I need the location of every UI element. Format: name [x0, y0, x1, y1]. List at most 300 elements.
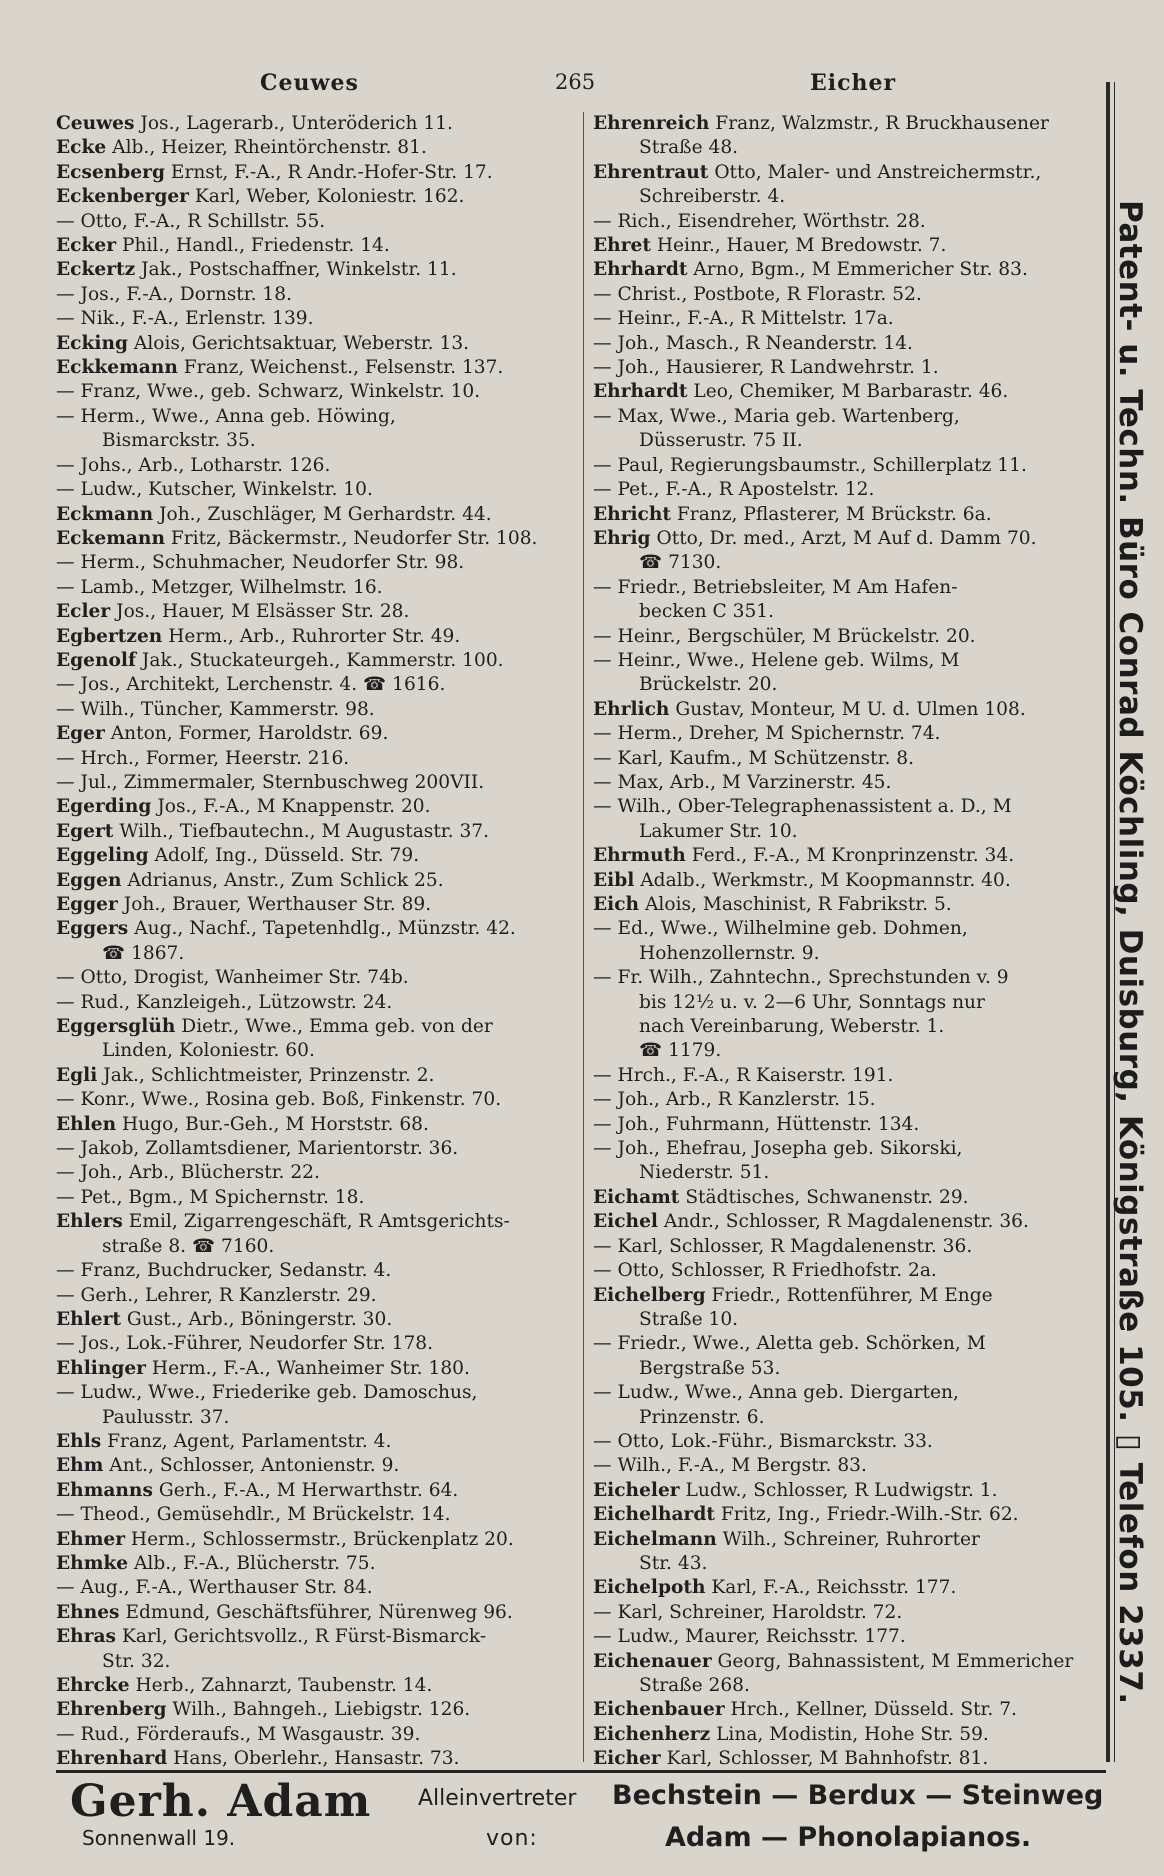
- entry-details: Straße 10.: [639, 1308, 739, 1330]
- entry-details: Alois, Gerichtsaktuar, Weberstr. 13.: [133, 332, 470, 354]
- entry-details: — Johs., Arb., Lotharstr. 126.: [56, 454, 331, 476]
- entry-surname: Eichelmann: [593, 1528, 717, 1550]
- directory-entry: [593, 1186, 1098, 1210]
- directory-entry: [56, 1552, 576, 1576]
- entry-surname: Ehrcke: [56, 1675, 130, 1696]
- entry-details: Bismarckstr. 35.: [102, 430, 256, 452]
- entry-details: Dietr., Wwe., Emma geb. von der: [181, 1016, 493, 1038]
- entry-details: Karl, Schlosser, M Bahnhofstr. 81.: [666, 1748, 989, 1770]
- entry-details: Linden, Koloniestr. 60.: [102, 1040, 315, 1062]
- entry-surname: Eichelhardt: [593, 1504, 715, 1526]
- entry-surname: Egert: [56, 820, 114, 842]
- directory-entry: [593, 917, 1098, 941]
- entry-surname: Ecler: [56, 601, 111, 623]
- directory-entry: [593, 1259, 1098, 1283]
- entry-details: Städtisches, Schwanenstr. 29.: [685, 1186, 969, 1208]
- entry-details: Franz, Agent, Parlamentstr. 4.: [107, 1430, 392, 1452]
- entry-surname: Ehm: [56, 1455, 104, 1477]
- entry-details: — Rud., Förderaufs., M Wasgaustr. 39.: [56, 1723, 421, 1745]
- directory-entry: [593, 405, 1098, 429]
- directory-entry: [593, 747, 1098, 771]
- directory-entry: [56, 1210, 576, 1234]
- entry-details: Heinr., Hauer, M Bredowstr. 7.: [656, 235, 947, 257]
- entry-surname: Eichel: [593, 1211, 658, 1233]
- directory-entry: [56, 356, 576, 380]
- directory-entry: [593, 1357, 1098, 1381]
- entry-details: Leo, Chemiker, M Barbarastr. 46.: [693, 381, 1009, 403]
- entry-surname: Eichenherz: [593, 1723, 711, 1745]
- entry-details: — Ludw., Wwe., Anna geb. Diergarten,: [593, 1382, 959, 1404]
- directory-entry: [56, 1186, 576, 1210]
- entry-details: — Konr., Wwe., Rosina geb. Boß, Finkenstr. 70.: [56, 1089, 502, 1111]
- entry-details: Lakumer Str. 10.: [639, 820, 798, 842]
- entry-surname: Ehmer: [56, 1528, 125, 1550]
- entry-surname: Ehmke: [56, 1552, 129, 1574]
- entry-details: Fritz, Bäckermstr., Neudorfer Str. 108.: [170, 527, 538, 549]
- entry-details: — Herm., Wwe., Anna geb. Höwing,: [56, 405, 396, 427]
- ad-middle-line1: Alleinvertreter: [418, 1786, 577, 1811]
- entry-surname: Ecker: [56, 235, 117, 257]
- directory-entry: [56, 649, 576, 673]
- entry-details: Karl, Gerichtsvollz., R Fürst-Bismarck-: [121, 1626, 487, 1648]
- entry-details: — Ed., Wwe., Wilhelmine geb. Dohmen,: [593, 918, 968, 940]
- entry-details: Edmund, Geschäftsführer, Nürenweg 96.: [125, 1601, 513, 1623]
- page-number: 265: [555, 70, 596, 94]
- entry-details: — Joh., Fuhrmann, Hüttenstr. 134.: [593, 1113, 920, 1135]
- directory-entry: [56, 332, 576, 356]
- side-advert-banner: Patent- u. Techn. Büro Conrad Köchling, Duisburg, Königstraße 105. ▯ Telefon 2337.: [1112, 200, 1148, 1705]
- ad-brand-block: [70, 1776, 371, 1827]
- entry-details: Karl, Weber, Koloniestr. 162.: [194, 186, 465, 208]
- directory-entry: [56, 1284, 576, 1308]
- directory-entry: [56, 1064, 576, 1088]
- entry-details: — Heinr., F.-A., R Mittelstr. 17a.: [593, 308, 894, 330]
- directory-entry: [593, 1723, 1098, 1747]
- column-divider: [583, 112, 584, 1762]
- entry-details: Jak., Schlichtmeister, Prinzenstr. 2.: [103, 1064, 435, 1086]
- directory-entry: [593, 844, 1098, 868]
- entry-details: Ant., Schlosser, Antonienstr. 9.: [109, 1455, 400, 1477]
- entry-details: — Rud., Kanzleigeh., Lützowstr. 24.: [56, 991, 393, 1013]
- entry-surname: Eckkemann: [56, 357, 178, 379]
- entry-details: Gerh., F.-A., M Herwarthstr. 64.: [158, 1479, 459, 1501]
- entry-details: Franz, Weichenst., Felsenstr. 137.: [183, 357, 504, 379]
- entry-surname: Eckertz: [56, 259, 136, 281]
- entry-surname: Eckemann: [56, 527, 165, 549]
- directory-entry: [56, 551, 576, 575]
- entry-surname: Ehrlich: [593, 698, 670, 720]
- entry-details: — Franz, Buchdrucker, Sedanstr. 4.: [56, 1260, 392, 1282]
- directory-entry: [56, 1723, 576, 1747]
- entry-surname: Eger: [56, 723, 105, 745]
- entry-surname: Ehras: [56, 1626, 117, 1648]
- entry-surname: Ehls: [56, 1430, 102, 1452]
- entry-details: Lina, Modistin, Hohe Str. 59.: [716, 1723, 989, 1745]
- entry-surname: Ehrhardt: [593, 381, 688, 403]
- directory-entry: [593, 625, 1098, 649]
- header-left-keyword: Ceuwes: [260, 70, 359, 96]
- directory-entry: [593, 966, 1098, 990]
- entry-details: Fritz, Ing., Friedr.-Wilh.-Str. 62.: [720, 1504, 1019, 1526]
- entry-details: — Otto, Schlosser, R Friedhofstr. 2a.: [593, 1260, 937, 1282]
- directory-entry: [593, 454, 1098, 478]
- directory-entry: [56, 1113, 576, 1137]
- directory-entry: [56, 429, 576, 453]
- directory-entry: [593, 503, 1098, 527]
- directory-entry: [593, 600, 1098, 624]
- entry-surname: Eichelpoth: [593, 1577, 706, 1599]
- bottom-rule: [56, 1770, 1106, 1773]
- entry-details: Paulusstr. 37.: [102, 1406, 230, 1428]
- entry-details: Emil, Zigarrengeschäft, R Amtsgerichts-: [128, 1211, 510, 1233]
- entry-details: — Nik., F.-A., Erlenstr. 139.: [56, 308, 314, 330]
- directory-entry: [593, 1430, 1098, 1454]
- entry-surname: Ehrenberg: [56, 1699, 167, 1721]
- directory-entry: [56, 576, 576, 600]
- entry-details: — Joh., Hausierer, R Landwehrstr. 1.: [593, 357, 939, 379]
- entry-details: — Hrch., F.-A., R Kaiserstr. 191.: [593, 1064, 894, 1086]
- entry-details: Gustav, Monteur, M U. d. Ulmen 108.: [675, 698, 1026, 720]
- directory-entry: [593, 722, 1098, 746]
- entry-surname: Ehricht: [593, 503, 671, 525]
- directory-entry: [56, 600, 576, 624]
- entry-details: — Rich., Eisendreher, Wörthstr. 28.: [593, 210, 926, 232]
- entry-details: Joh., Brauer, Werthauser Str. 89.: [123, 894, 432, 915]
- entry-details: — Paul, Regierungsbaumstr., Schillerplatz 11.: [593, 454, 1027, 476]
- entry-details: Schreiberstr. 4.: [639, 186, 786, 208]
- entry-surname: Eich: [593, 894, 640, 915]
- entry-details: nach Vereinbarung, Weberstr. 1.: [639, 1016, 945, 1038]
- entry-details: Franz, Pflasterer, M Brückstr. 6a.: [676, 503, 992, 525]
- directory-entry: [56, 234, 576, 258]
- directory-entry: [593, 1650, 1098, 1674]
- entry-details: — Wilh., Ober-Telegraphenassistent a. D., M: [593, 796, 1012, 818]
- directory-entry: [56, 136, 576, 160]
- directory-entry: [56, 1576, 576, 1600]
- directory-entry: [56, 942, 576, 966]
- entry-details: Ferd., F.-A., M Kronprinzenstr. 34.: [691, 845, 1015, 867]
- entry-details: Wilh., Schreiner, Ruhrorter: [722, 1528, 980, 1550]
- directory-entry: [56, 1039, 576, 1063]
- entry-details: Otto, Dr. med., Arzt, M Auf d. Damm 70.: [656, 527, 1037, 549]
- entry-details: — Otto, F.-A., R Schillstr. 55.: [56, 210, 326, 232]
- directory-entry: [56, 1381, 576, 1405]
- entry-details: — Wilh., Tüncher, Kammerstr. 98.: [56, 698, 375, 720]
- directory-entry: [593, 1454, 1098, 1478]
- entry-details: — Fr. Wilh., Zahntechn., Sprechstunden v. 9: [593, 967, 1009, 989]
- entry-surname: Eicher: [593, 1748, 661, 1770]
- entry-details: Herb., Zahnarzt, Taubenstr. 14.: [135, 1675, 433, 1696]
- ad-right-line2: Adam — Phonolapianos.: [665, 1822, 1032, 1853]
- directory-entry: [56, 991, 576, 1015]
- entry-surname: Eichenbauer: [593, 1699, 725, 1721]
- entry-details: Arno, Bgm., M Emmericher Str. 83.: [693, 259, 1028, 281]
- entry-details: Wilh., Bahngeh., Liebigstr. 126.: [172, 1699, 471, 1721]
- entry-details: Hans, Oberlehr., Hansastr. 73.: [173, 1748, 460, 1770]
- directory-entry: [593, 478, 1098, 502]
- directory-entry: [56, 1601, 576, 1625]
- entry-details: — Jos., Lok.-Führer, Neudorfer Str. 178.: [56, 1333, 434, 1355]
- directory-entry: [593, 283, 1098, 307]
- entry-details: Hohenzollernstr. 9.: [639, 942, 820, 964]
- directory-entry: [56, 112, 576, 136]
- directory-entry: [56, 1015, 576, 1039]
- directory-entry: [593, 356, 1098, 380]
- directory-entry: [56, 1650, 576, 1674]
- directory-entry: [593, 112, 1098, 136]
- entry-details: — Herm., Dreher, M Spichernstr. 74.: [593, 723, 941, 745]
- entry-details: Niederstr. 51.: [639, 1162, 770, 1184]
- entry-surname: Eggers: [56, 918, 129, 940]
- entry-details: Karl, F.-A., Reichsstr. 177.: [711, 1577, 957, 1599]
- entry-details: — Pet., Bgm., M Spichernstr. 18.: [56, 1186, 365, 1208]
- ad-address: Sonnenwall 19.: [82, 1826, 236, 1850]
- directory-entry: [593, 1381, 1098, 1405]
- entry-details: — Heinr., Bergschüler, M Brückelstr. 20.: [593, 625, 976, 647]
- entry-details: Str. 32.: [102, 1650, 171, 1672]
- entry-surname: Egli: [56, 1064, 98, 1086]
- entry-details: — Ludw., Wwe., Friederike geb. Damoschus,: [56, 1382, 478, 1404]
- directory-entry: [593, 576, 1098, 600]
- directory-entry: [593, 551, 1098, 575]
- entry-details: bis 12½ u. v. 2—6 Uhr, Sonntags nur: [639, 991, 985, 1013]
- entry-details: ☎ 1867.: [102, 942, 185, 964]
- directory-entry: [593, 161, 1098, 185]
- directory-entry: [56, 1235, 576, 1259]
- entry-details: — Christ., Postbote, R Florastr. 52.: [593, 283, 922, 305]
- entry-surname: Ehrig: [593, 527, 651, 549]
- entry-details: Straße 268.: [639, 1675, 750, 1696]
- directory-entry: [593, 649, 1098, 673]
- entry-details: Hrch., Kellner, Düsseld. Str. 7.: [730, 1699, 1017, 1721]
- entry-details: Joh., Zuschläger, M Gerhardstr. 44.: [159, 503, 492, 525]
- directory-entry: [56, 1357, 576, 1381]
- entry-details: Herm., Arb., Ruhrorter Str. 49.: [168, 625, 461, 647]
- directory-entry: [593, 673, 1098, 697]
- directory-entry: [56, 210, 576, 234]
- directory-entry: [593, 1528, 1098, 1552]
- directory-entry: [56, 722, 576, 746]
- directory-entry: [593, 332, 1098, 356]
- directory-entry: [56, 1479, 576, 1503]
- entry-details: Otto, Maler- und Anstreichermstr.,: [714, 161, 1042, 183]
- directory-entry: [56, 625, 576, 649]
- entry-surname: Eibl: [593, 869, 635, 891]
- entry-details: Friedr., Rottenführer, M Enge: [711, 1284, 993, 1306]
- entry-details: Phil., Handl., Friedenstr. 14.: [121, 235, 390, 257]
- directory-entry: [593, 429, 1098, 453]
- directory-entry: [56, 747, 576, 771]
- entry-details: straße 8. ☎ 7160.: [102, 1235, 275, 1257]
- directory-entry: [593, 1161, 1098, 1185]
- directory-entry: [593, 1113, 1098, 1137]
- directory-entry: [56, 893, 576, 917]
- directory-entry: [56, 185, 576, 209]
- directory-entry: [593, 210, 1098, 234]
- entry-surname: Ehrhardt: [593, 259, 688, 281]
- entry-details: becken C 351.: [639, 601, 775, 623]
- entry-details: Straße 48.: [639, 137, 739, 159]
- directory-entry: [56, 1698, 576, 1722]
- right-column: [593, 112, 1098, 1772]
- entry-details: Adolf, Ing., Düsseld. Str. 79.: [154, 845, 420, 867]
- directory-entry: [56, 1747, 576, 1771]
- entry-details: Georg, Bahnassistent, M Emmericher: [717, 1650, 1074, 1672]
- directory-entry: [593, 795, 1098, 819]
- directory-entry: [593, 1747, 1098, 1771]
- directory-entry: [56, 1406, 576, 1430]
- entry-details: — Herm., Schuhmacher, Neudorfer Str. 98.: [56, 552, 465, 574]
- directory-entry: [56, 771, 576, 795]
- directory-entry: [56, 1430, 576, 1454]
- directory-entry: [593, 1308, 1098, 1332]
- entry-details: — Joh., Masch., R Neanderstr. 14.: [593, 332, 913, 354]
- directory-entry: [56, 527, 576, 551]
- entry-details: Jak., Postschaffner, Winkelstr. 11.: [141, 259, 457, 281]
- entry-details: — Theod., Gemüsehdlr., M Brückelstr. 14.: [56, 1504, 451, 1526]
- entry-details: — Karl, Kaufm., M Schützenstr. 8.: [593, 747, 915, 769]
- entry-details: — Wilh., F.-A., M Bergstr. 83.: [593, 1455, 867, 1477]
- entry-details: Jak., Stuckateurgeh., Kammerstr. 100.: [141, 649, 504, 671]
- directory-entry: [56, 966, 576, 990]
- directory-entry: [593, 1137, 1098, 1161]
- entry-details: ☎ 7130.: [639, 552, 722, 574]
- directory-entry: [56, 307, 576, 331]
- directory-entry: [56, 1454, 576, 1478]
- entry-details: Jos., F.-A., M Knappenstr. 20.: [157, 796, 431, 818]
- entry-details: — Jakob, Zollamtsdiener, Marientorstr. 36.: [56, 1138, 459, 1160]
- directory-entry: [56, 1625, 576, 1649]
- directory-entry: [56, 820, 576, 844]
- entry-surname: Ehnes: [56, 1601, 120, 1623]
- entry-details: Jos., Lagerarb., Unteröderich 11.: [140, 113, 453, 134]
- directory-entry: [593, 136, 1098, 160]
- entry-surname: Ehmanns: [56, 1479, 153, 1501]
- entry-details: Bergstraße 53.: [639, 1357, 781, 1379]
- entry-details: — Otto, Drogist, Wanheimer Str. 74b.: [56, 967, 409, 989]
- directory-entry: [593, 698, 1098, 722]
- entry-surname: Ecking: [56, 332, 128, 354]
- entry-details: Str. 43.: [639, 1552, 708, 1574]
- entry-details: — Friedr., Betriebsleiter, M Am Hafen-: [593, 576, 958, 598]
- left-column: [56, 112, 576, 1772]
- entry-surname: Eichelberg: [593, 1284, 706, 1306]
- entry-details: — Karl, Schreiner, Haroldstr. 72.: [593, 1601, 903, 1623]
- entry-details: Düsserustr. 75 II.: [639, 430, 803, 452]
- directory-entry: [593, 893, 1098, 917]
- entry-details: — Hrch., Former, Heerstr. 216.: [56, 747, 350, 769]
- directory-entry: [593, 820, 1098, 844]
- entry-details: Hugo, Bur.-Geh., M Horststr. 68.: [122, 1113, 429, 1135]
- directory-entry: [593, 1235, 1098, 1259]
- directory-entry: [593, 1210, 1098, 1234]
- directory-entry: [56, 1137, 576, 1161]
- directory-entry: [593, 1601, 1098, 1625]
- ad-middle-line2: von:: [486, 1826, 538, 1851]
- entry-details: Jos., Hauer, M Elsässer Str. 28.: [116, 601, 410, 623]
- directory-entry: [593, 991, 1098, 1015]
- directory-entry: [56, 1161, 576, 1185]
- entry-surname: Eggen: [56, 869, 122, 891]
- directory-entry: [56, 1259, 576, 1283]
- entry-details: — Joh., Arb., R Kanzlerstr. 15.: [593, 1089, 876, 1111]
- entry-details: Ludw., Schlosser, R Ludwigstr. 1.: [685, 1479, 998, 1501]
- directory-entry: [593, 1015, 1098, 1039]
- directory-entry: [593, 1039, 1098, 1063]
- entry-details: — Joh., Arb., Blücherstr. 22.: [56, 1162, 320, 1184]
- directory-entry: [56, 673, 576, 697]
- entry-details: Gust., Arb., Böningerstr. 30.: [126, 1308, 393, 1330]
- directory-entry: [56, 283, 576, 307]
- entry-surname: Ehrenreich: [593, 113, 710, 134]
- directory-entry: [593, 527, 1098, 551]
- directory-entry: [56, 1674, 576, 1698]
- entry-details: ☎ 1179.: [639, 1040, 722, 1062]
- entry-surname: Egerding: [56, 796, 152, 818]
- entry-surname: Ehrentraut: [593, 161, 709, 183]
- entry-surname: Ecke: [56, 137, 107, 159]
- entry-surname: Eggeling: [56, 845, 149, 867]
- directory-entry: [56, 454, 576, 478]
- directory-entry: [593, 258, 1098, 282]
- directory-entry: [56, 380, 576, 404]
- entry-surname: Eichenauer: [593, 1650, 712, 1672]
- directory-entry: [56, 1308, 576, 1332]
- entry-surname: Egenolf: [56, 649, 136, 671]
- directory-entry: [593, 1406, 1098, 1430]
- entry-details: — Friedr., Wwe., Aletta geb. Schörken, M: [593, 1333, 986, 1355]
- entry-details: — Otto, Lok.-Führ., Bismarckstr. 33.: [593, 1430, 933, 1452]
- directory-entry: [593, 1088, 1098, 1112]
- entry-details: Ernst, F.-A., R Andr.-Hofer-Str. 17.: [170, 161, 493, 183]
- entry-details: — Max, Wwe., Maria geb. Wartenberg,: [593, 405, 960, 427]
- entry-surname: Eicheler: [593, 1479, 680, 1501]
- directory-entry: [56, 478, 576, 502]
- entry-details: Alois, Maschinist, R Fabrikstr. 5.: [645, 894, 952, 915]
- entry-surname: Ehlert: [56, 1308, 121, 1330]
- entry-details: Anton, Former, Haroldstr. 69.: [110, 723, 389, 745]
- entry-details: Andr., Schlosser, R Magdalenenstr. 36.: [663, 1211, 1029, 1233]
- directory-entry: [593, 1576, 1098, 1600]
- directory-entry: [593, 1064, 1098, 1088]
- entry-details: — Lamb., Metzger, Wilhelmstr. 16.: [56, 576, 383, 598]
- entry-details: Brückelstr. 20.: [639, 674, 778, 696]
- entry-details: — Joh., Ehefrau, Josepha geb. Sikorski,: [593, 1138, 963, 1160]
- directory-entry: [593, 1479, 1098, 1503]
- directory-entry: [56, 869, 576, 893]
- entry-surname: Ehrenhard: [56, 1748, 168, 1770]
- directory-entry: [593, 771, 1098, 795]
- entry-surname: Ehret: [593, 235, 651, 257]
- directory-entry: [593, 307, 1098, 331]
- directory-entry: [593, 1552, 1098, 1576]
- entry-surname: Ceuwes: [56, 113, 135, 134]
- directory-entry: [56, 161, 576, 185]
- directory-entry: [56, 405, 576, 429]
- entry-surname: Ehlers: [56, 1211, 123, 1233]
- entry-details: Herm., Schlossermstr., Brückenplatz 20.: [130, 1528, 514, 1550]
- directory-entry: [56, 1332, 576, 1356]
- entry-details: — Ludw., Kutscher, Winkelstr. 10.: [56, 479, 373, 501]
- entry-details: Aug., Nachf., Tapetenhdlg., Münzstr. 42.: [134, 918, 516, 940]
- directory-entry: [56, 503, 576, 527]
- directory-entry: [593, 380, 1098, 404]
- directory-entry: [593, 869, 1098, 893]
- directory-entry: [56, 917, 576, 941]
- entry-surname: Eggersglüh: [56, 1016, 176, 1038]
- directory-entry: [593, 1625, 1098, 1649]
- directory-entry: [593, 1284, 1098, 1308]
